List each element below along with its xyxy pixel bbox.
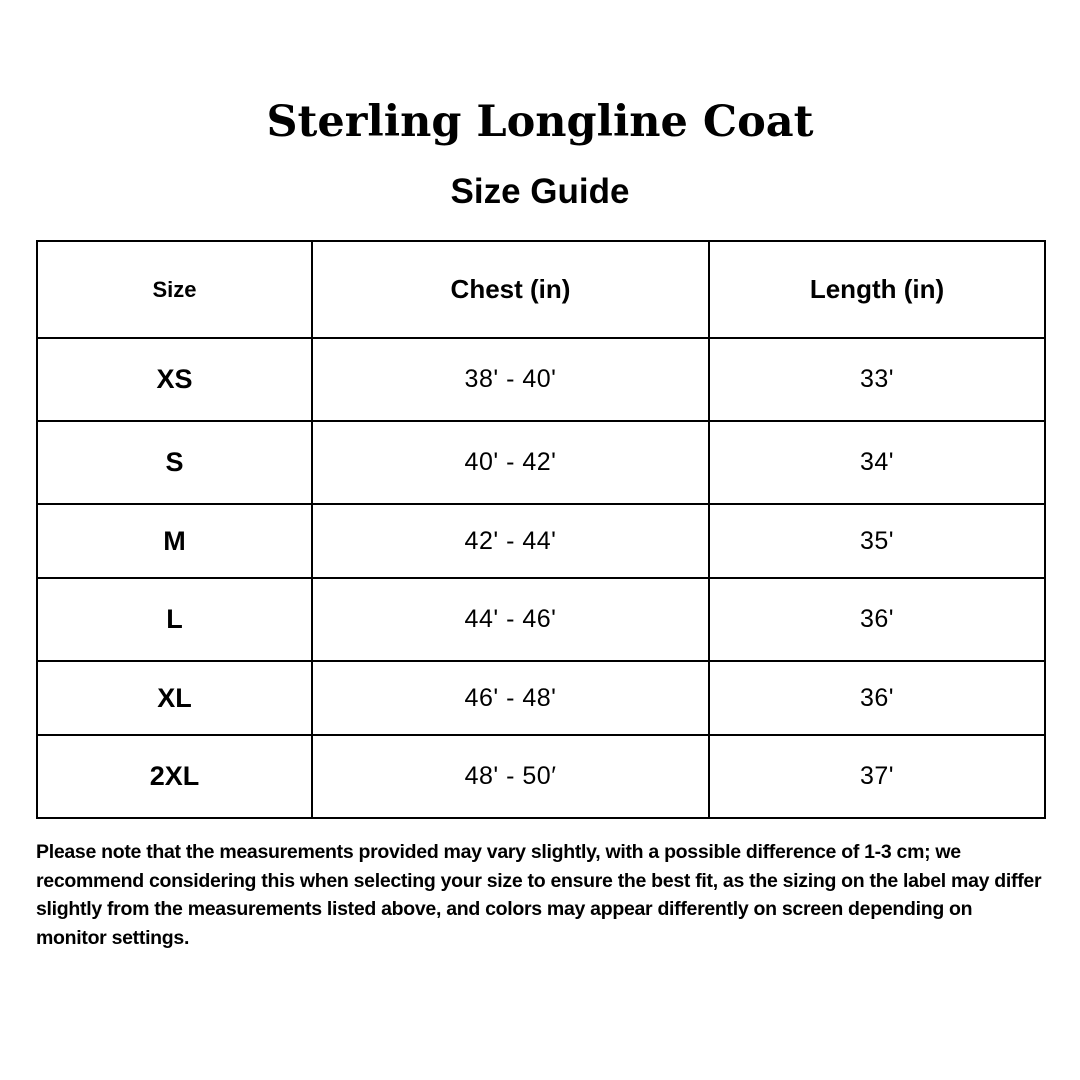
chest-cell: 44' - 46' bbox=[312, 578, 709, 661]
chest-cell: 38' - 40' bbox=[312, 338, 709, 421]
length-cell: 33' bbox=[709, 338, 1045, 421]
page-title: Sterling Longline Coat bbox=[266, 97, 814, 147]
size-guide-table bbox=[36, 240, 1046, 819]
length-cell: 37' bbox=[709, 735, 1045, 818]
chest-cell: 46' - 48' bbox=[312, 661, 709, 735]
size-cell: XL bbox=[37, 661, 312, 735]
table-row bbox=[37, 421, 1045, 504]
measurement-note: Please note that the measurements provided may vary slightly, with a possible difference of 1-3 cm; we recommend considering this when selecting your size to ensure the best fit, as the sizing on the label may differ slightly from the measurements listed above, and colors may appear differently on screen depending on monitor settings. bbox=[36, 841, 1042, 949]
size-cell: 2XL bbox=[37, 735, 312, 818]
header-size: Size bbox=[37, 241, 312, 338]
table-row bbox=[37, 578, 1045, 661]
header-chest: Chest (in) bbox=[312, 241, 709, 338]
page-subtitle: Size Guide bbox=[450, 172, 630, 211]
length-cell: 36' bbox=[709, 578, 1045, 661]
size-cell: M bbox=[37, 504, 312, 578]
header-length: Length (in) bbox=[709, 241, 1045, 338]
table-header-row bbox=[37, 241, 1045, 338]
length-cell: 36' bbox=[709, 661, 1045, 735]
chest-cell: 48' - 50′ bbox=[312, 735, 709, 818]
table-row bbox=[37, 661, 1045, 735]
table-row bbox=[37, 338, 1045, 421]
chest-cell: 42' - 44' bbox=[312, 504, 709, 578]
table-row bbox=[37, 504, 1045, 578]
table-row bbox=[37, 735, 1045, 818]
size-cell: XS bbox=[37, 338, 312, 421]
length-cell: 35' bbox=[709, 504, 1045, 578]
size-cell: L bbox=[37, 578, 312, 661]
size-cell: S bbox=[37, 421, 312, 504]
length-cell: 34' bbox=[709, 421, 1045, 504]
chest-cell: 40' - 42' bbox=[312, 421, 709, 504]
